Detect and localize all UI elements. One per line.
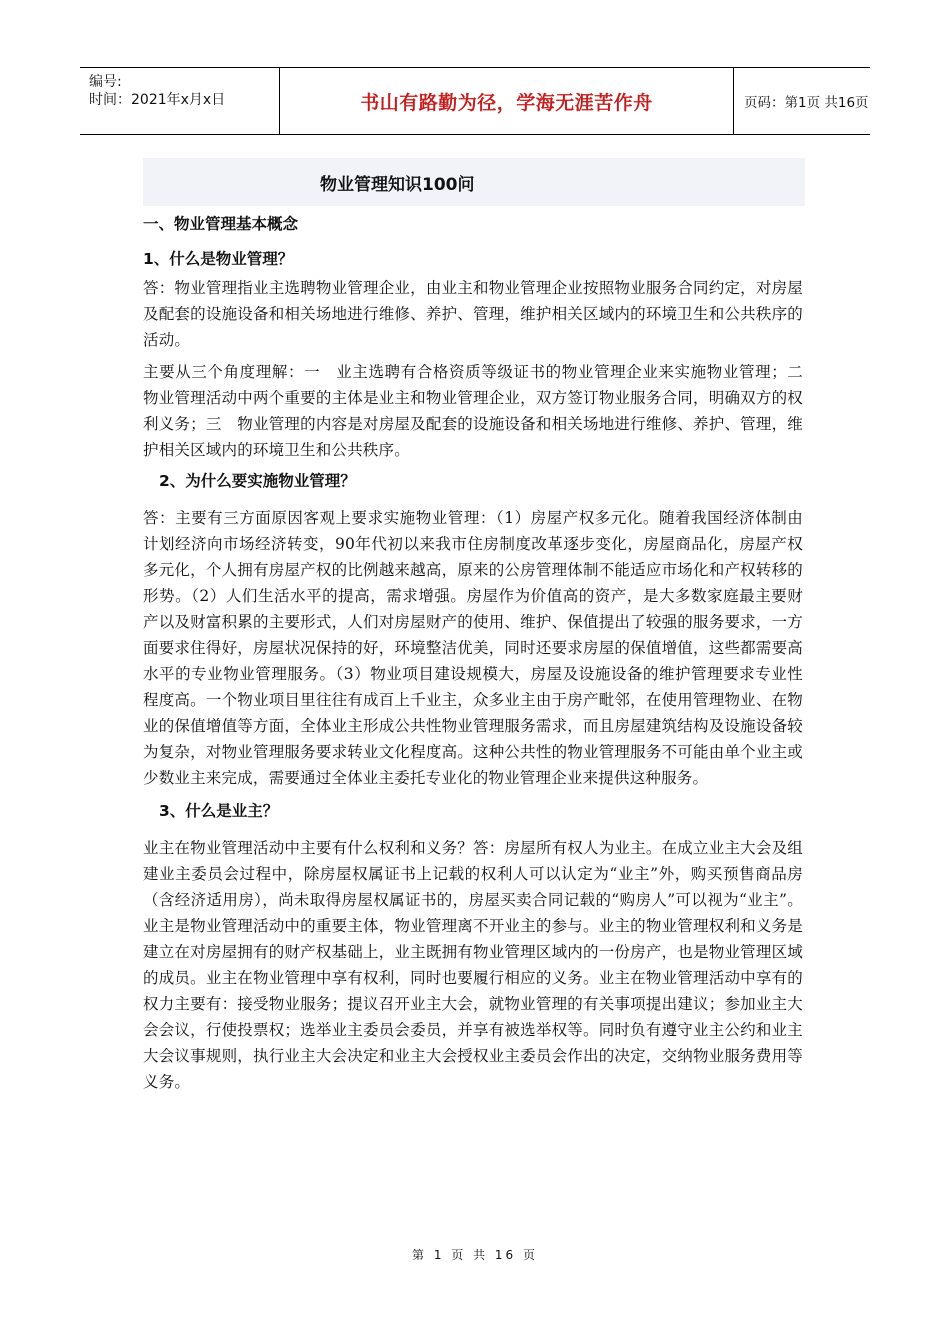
date-label: 时间：2021年x月x日 bbox=[89, 92, 226, 108]
question-heading-1: 1、什么是物业管理？ bbox=[143, 250, 294, 268]
answer-1-paragraph-2: 主要从三个角度理解：一 业主选聘有合格资质等级证书的物业管理企业来实施物业管理；二 物业管理活动中两个重要的主体是业主和物业管理企业，双方签订物业服务合同，明确双方的权利义务；三 物业管理的内容是对房屋及配套的设施设备和相关场地进行维修、养护、管理，维护相关区域内的环境卫生和公共秩序。 bbox=[143, 363, 819, 459]
header-motto-cell bbox=[280, 68, 734, 134]
answer-3-paragraph: 业主在物业管理活动中主要有什么权利和义务？答：房屋所有权人为业主。在成立业主大会及组建业主委员会过程中，除房屋权属证书上记载的权利人可以认定为“业主”外，购买预售商品房（含经济适用房），尚未取得房屋权属证书的，房屋买卖合同记载的“购房人”可以视为“业主”。业主是物业管理活动中的重要主体，物业管理离不开业主的参与。业主的物业管理权利和义务是建立在对房屋拥有的财产权基础上，业主既拥有物业管理区域内的一份房产，也是物业管理区域的成员。业主在物业管理中享有权利，同时也要履行相应的义务。业主在物业管理活动中享有的权力主要有：接受物业服务；提议召开业主大会，就物业管理的有关事项提出建议；参加业主大会会议，行使投票权；选举业主委员会委员，并享有被选举权等。同时负有遵守业主公约和业主大会议事规则，执行业主大会决定和业主大会授权业主委员会作出的决定，交纳物业服务费用等义务。 bbox=[143, 839, 803, 1091]
page-info: 页码：第1页 共16页 bbox=[744, 95, 869, 111]
header-table bbox=[80, 67, 870, 135]
answer-2-paragraph: 答：主要有三方面原因客观上要求实施物业管理：（1）房屋产权多元化。随着我国经济体制由计划经济向市场经济转变，90年代初以来我市住房制度改革逐步变化，房屋商品化，房屋产权多元化，个人拥有房屋产权的比例越来越高，原来的公房管理体制不能适应市场化和产权转移的形势。（2）人们生活水平的提高，需求增强。房屋作为价值高的资产，是大多数家庭最主要财产以及财富积累的主要形式，人们对房屋财产的使用、维护、保值提出了较强的服务要求，一方面要求住得好，房屋状况保持的好，环境整洁优美，同时还要求房屋的保值增值，这些都需要高水平的专业物业管理服务。（3）物业项目建设规模大，房屋及设施设备的维护管理要求专业性程度高。一个物业项目里往往有成百上千业主，众多业主由于房产毗邻，在使用管理物业、在物业的保值增值等方面，全体业主形成公共性物业管理服务需求，而且房屋建筑结构及设施设备较为复杂，对物业管理服务要求转业文化程度高。这种公共性的物业管理服务不可能由单个业主或少数业主来完成，需要通过全体业主委托专业化的物业管理企业来提供这种服务。 bbox=[143, 509, 803, 787]
document-body bbox=[143, 212, 819, 1095]
number-label: 编号: bbox=[89, 74, 122, 90]
section-heading: 一、物业管理基本概念 bbox=[143, 215, 299, 233]
header-page-cell bbox=[734, 68, 870, 134]
document-title: 物业管理知识100问 bbox=[320, 175, 475, 195]
page-footer: 第 1 页 共 16 页 bbox=[412, 1248, 538, 1262]
answer-1-paragraph-1: 答：物业管理指业主选聘物业管理企业，由业主和物业管理企业按照物业服务合同约定，对房屋及配套的设施设备和相关场地进行维修、养护、管理，维护相关区域内的环境卫生和公共秩序的活动。 bbox=[143, 279, 803, 349]
motto-text: 书山有路勤为径，学海无涯苦作舟 bbox=[360, 91, 653, 114]
question-heading-2: 2、为什么要实施物业管理？ bbox=[159, 472, 356, 490]
header-left-cell bbox=[80, 68, 280, 134]
question-heading-3: 3、什么是业主？ bbox=[159, 802, 279, 820]
